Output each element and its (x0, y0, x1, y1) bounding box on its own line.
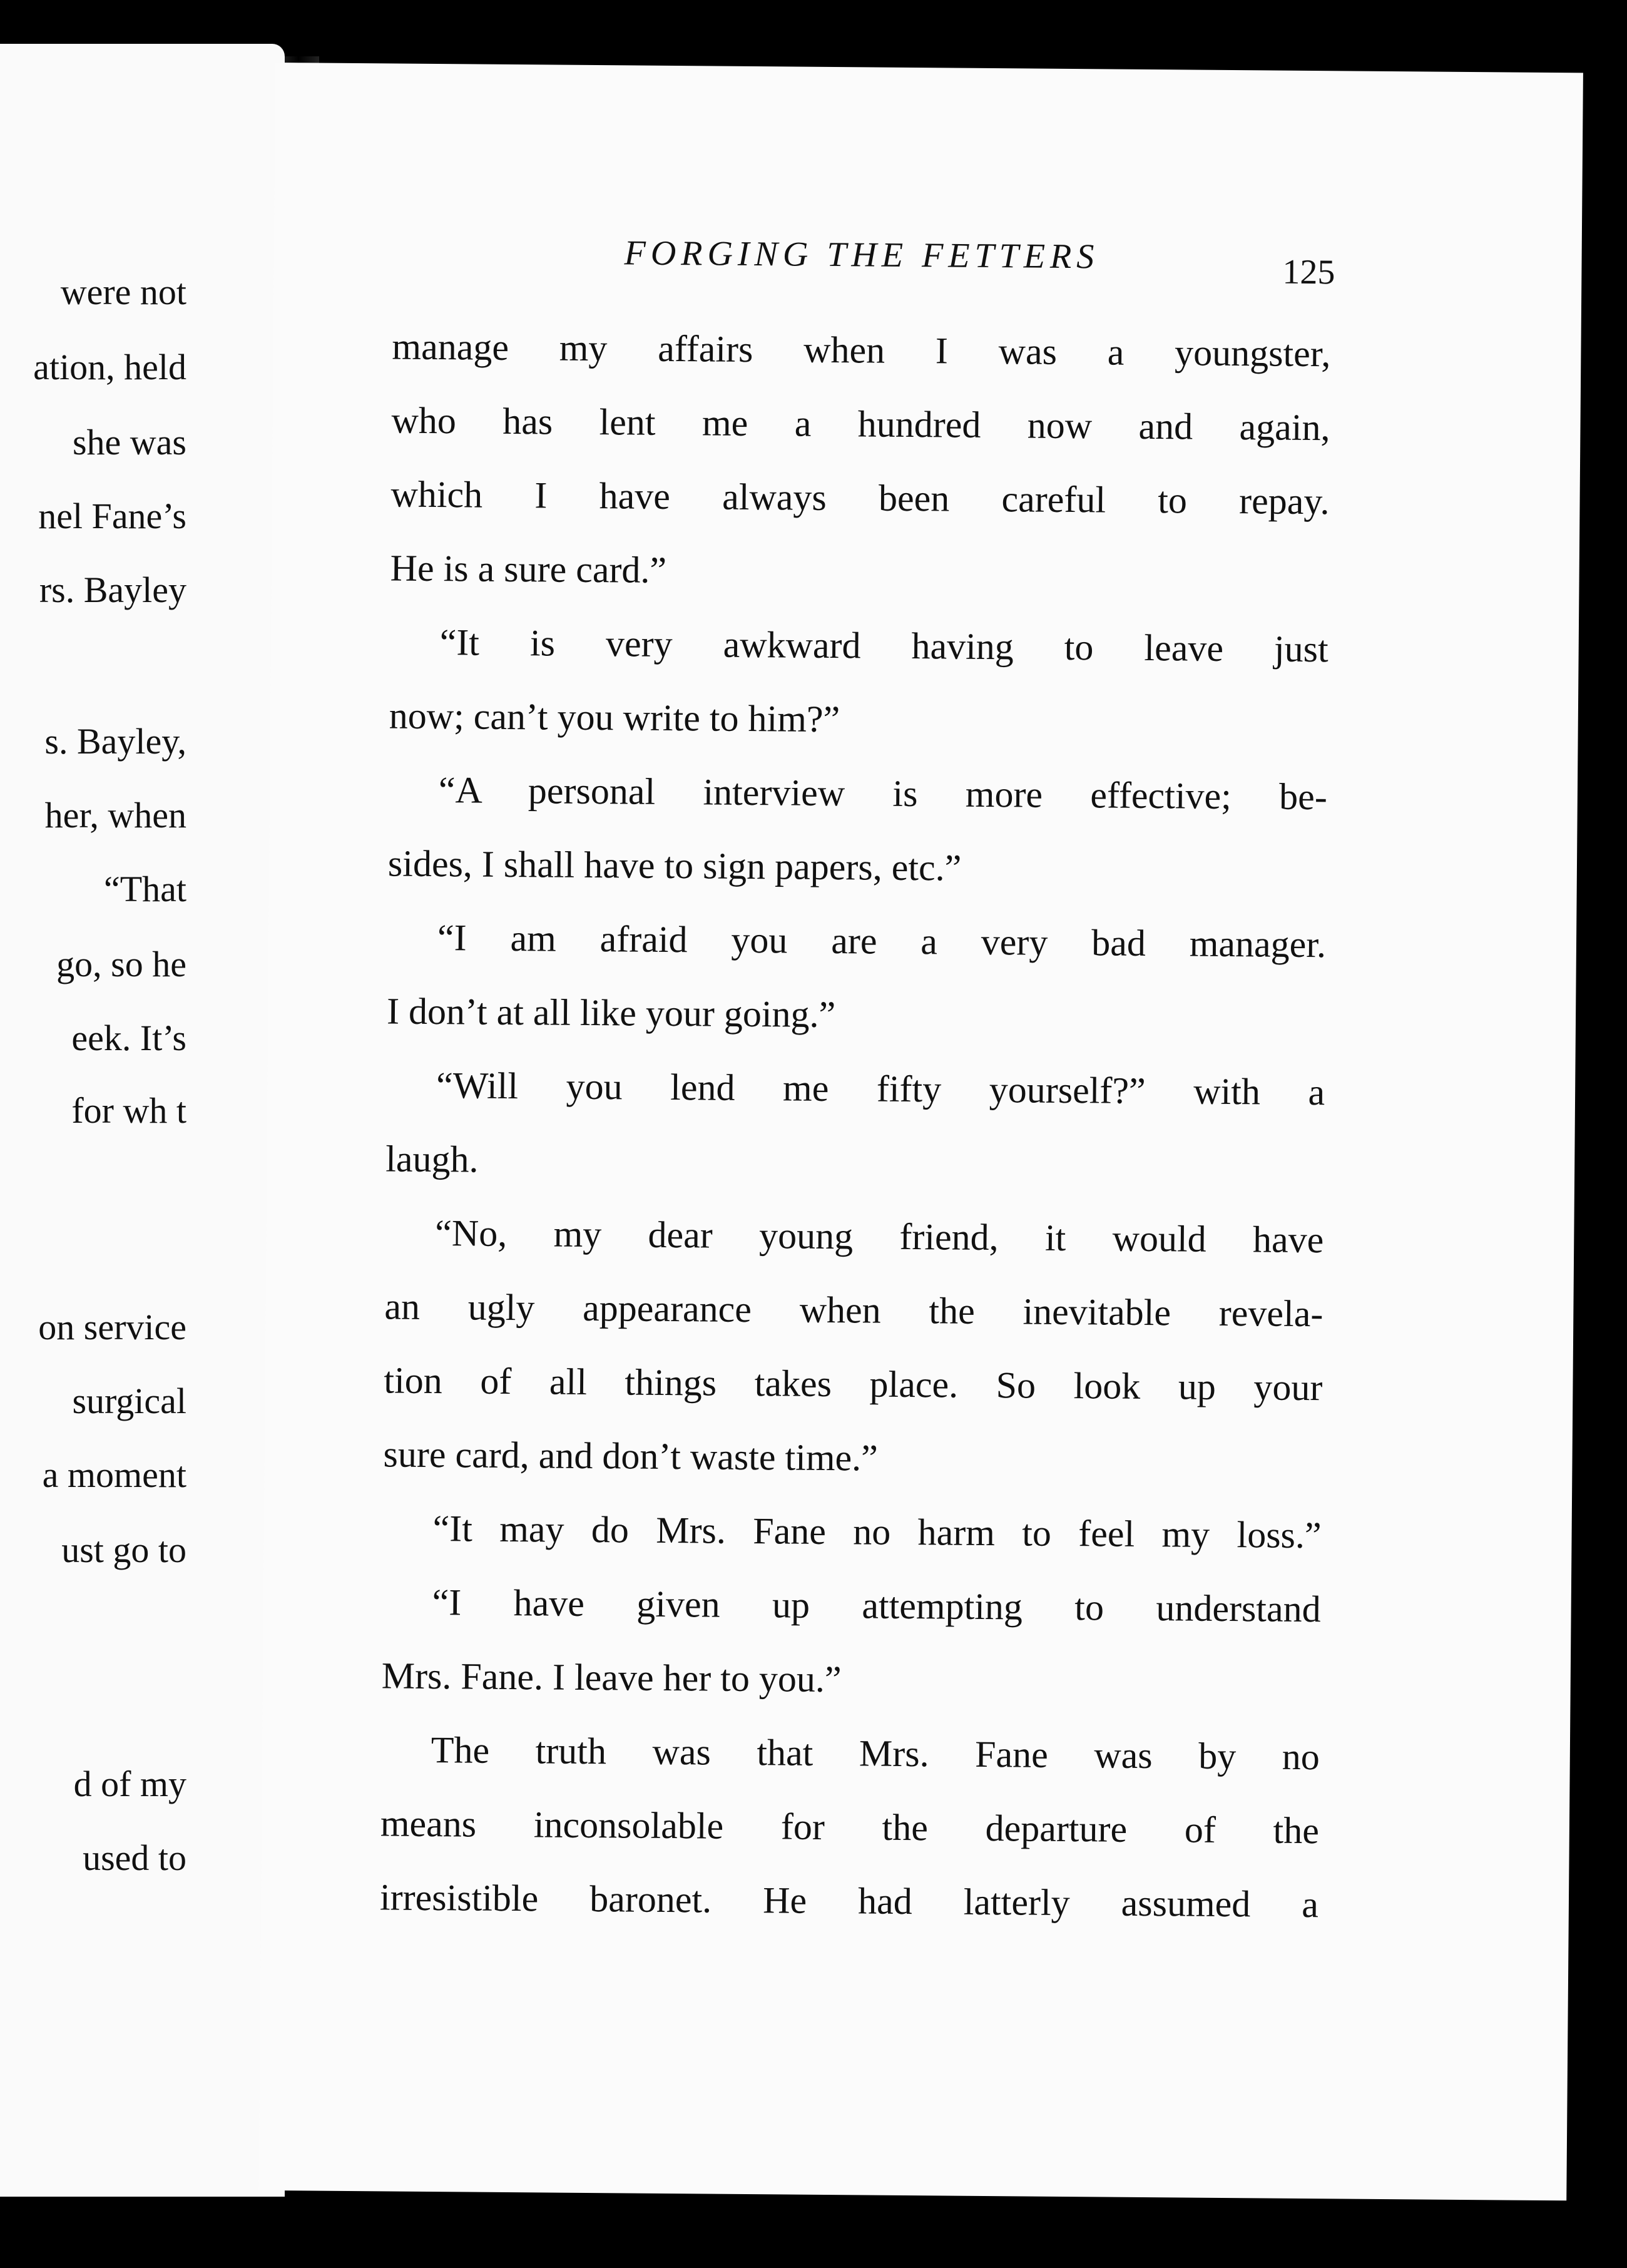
left-line: d of my (73, 1764, 186, 1804)
left-line: nel Fane’s (38, 496, 186, 536)
text-line: sides, I shall have to sign papers, etc.” (387, 842, 962, 889)
left-line: s. Bayley, (44, 721, 186, 762)
text-line: I don’t at all like your going.” (386, 990, 836, 1036)
text-line: “I have given up attempting to understand (432, 1581, 1321, 1630)
left-page-fragment (0, 44, 285, 2197)
left-line: used to (83, 1837, 186, 1878)
text-line: “A personal interview is more effective; be- (438, 769, 1328, 818)
left-line: her, when (44, 795, 186, 835)
page-number: 125 (1282, 252, 1335, 292)
text-line: The truth was that Mrs. Fane was by no (431, 1729, 1320, 1778)
running-header: FORGING THE FETTERS (624, 233, 1099, 277)
text-line: an ugly appearance when the inevitable revela- (384, 1285, 1324, 1335)
body-text (379, 309, 1331, 1926)
right-page (258, 63, 1583, 2200)
text-line: sure card, and don’t waste time.” (383, 1433, 879, 1479)
text-line: irresistible baronet. He had latterly assumed a (379, 1876, 1319, 1926)
text-line: He is a sure card.” (390, 547, 667, 591)
text-line: “Will you lend me fifty yourself?” with a (436, 1065, 1325, 1113)
left-line: ation, held (33, 347, 186, 387)
left-line: eek. It’s (71, 1018, 186, 1058)
text-line: Mrs. Fane. I leave her to you.” (381, 1655, 842, 1700)
left-line: she was (72, 422, 186, 462)
left-line: surgical (72, 1381, 186, 1421)
left-line: “That (103, 869, 186, 909)
left-line: ust go to (61, 1530, 186, 1570)
left-line: rs. Bayley (39, 570, 186, 610)
text-line: means inconsolable for the departure of the (380, 1802, 1320, 1852)
left-line: go, so he (56, 944, 186, 984)
text-line: which I have always been careful to repay. (390, 473, 1330, 523)
text-line: “I am afraid you are a very bad manager. (437, 917, 1327, 966)
left-line: on service (38, 1307, 186, 1347)
left-line: were not (60, 272, 186, 312)
text-line: “It is very awkward having to leave just (439, 621, 1329, 670)
left-line: for wh t (71, 1090, 186, 1131)
text-line: laugh. (385, 1138, 479, 1180)
text-line: “No, my dear young friend, it would have (435, 1212, 1324, 1261)
text-line: “It may do Mrs. Fane no harm to feel my loss.” (432, 1508, 1322, 1556)
text-line: who has lent me a hundred now and again, (391, 399, 1330, 449)
left-line: a moment (42, 1454, 186, 1495)
text-line: tion of all things takes place. So look up your (384, 1359, 1323, 1409)
text-line: manage my affairs when I was a youngster, (392, 325, 1331, 375)
text-line: now; can’t you write to him?” (389, 695, 840, 740)
